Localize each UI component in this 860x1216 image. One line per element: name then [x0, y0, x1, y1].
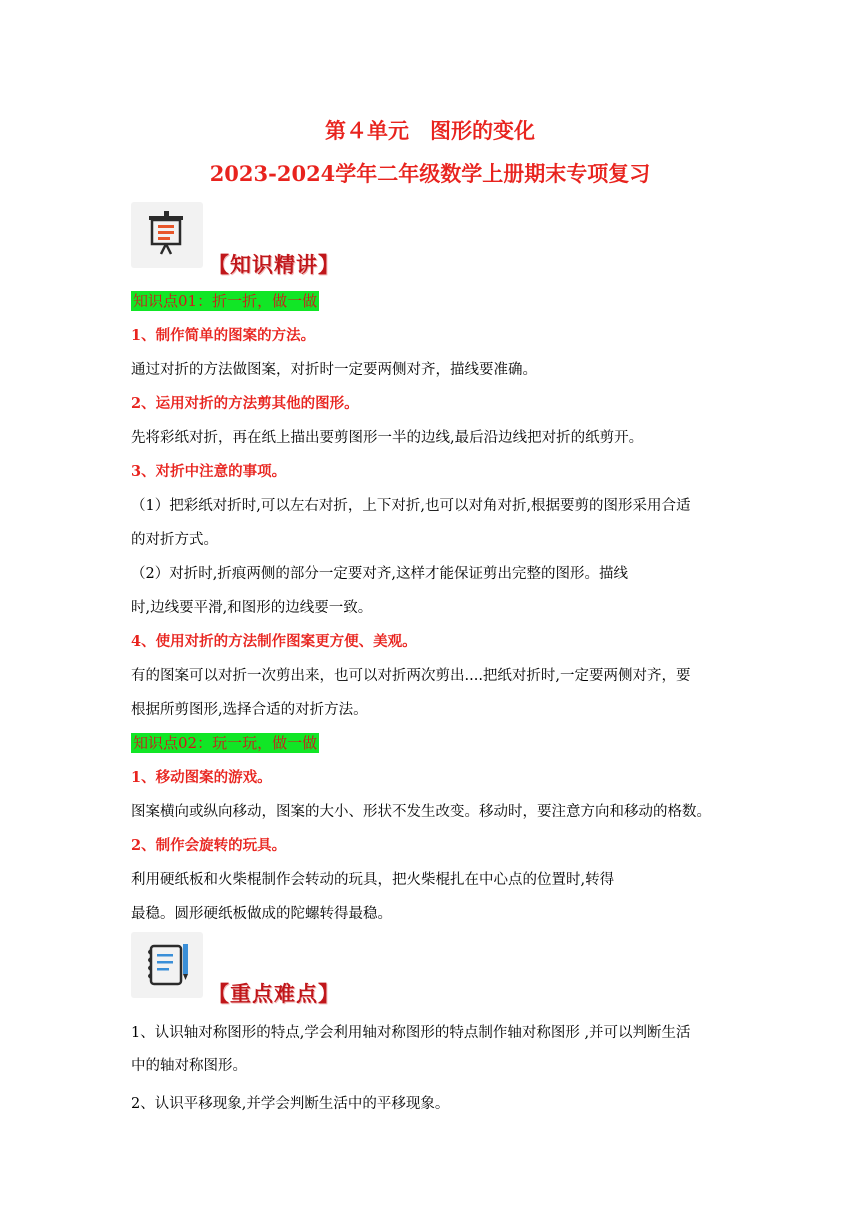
- key-point-text: 1、认识轴对称图形的特点,学会利用轴对称图形的特点制作轴对称图形 ,并可以判断生活: [131, 1025, 691, 1041]
- item-text: 先将彩纸对折，再在纸上描出要剪图形一半的边线,最后沿边线把对折的纸剪开。: [131, 430, 644, 446]
- item-heading: 3、对折中注意的事项。: [131, 463, 287, 480]
- page-title-line1: 第４单元 图形的变化: [325, 118, 535, 143]
- kp2-label: 知识点02：玩一玩，做一做: [133, 734, 318, 752]
- item-heading: 2、运用对折的方法剪其他的图形。: [131, 395, 359, 412]
- key-point-text: 中的轴对称图形。: [131, 1058, 247, 1074]
- notebook-pen-icon: [131, 932, 203, 998]
- knowledge-point-label: [131, 291, 741, 312]
- item-text: 有的图案可以对折一次剪出来，也可以对折两次剪出....把纸对折时,一定要两侧对齐，要: [131, 668, 691, 684]
- item-text: 根据所剪图形,选择合适的对折方法。: [131, 702, 368, 718]
- section-banner-knowledge: 【知识精讲】: [208, 252, 340, 277]
- item-heading: 2、制作会旋转的玩具。: [131, 837, 287, 854]
- item-heading: 4、使用对折的方法制作图案更方便、美观。: [131, 633, 417, 650]
- item-text: 通过对折的方法做图案，对折时一定要两侧对齐，描线要准确。: [131, 362, 537, 378]
- item-text: （2）对折时,折痕两侧的部分一定要对齐,这样才能保证剪出完整的图形。描线: [131, 566, 628, 582]
- key-point-text: 2、认识平移现象,并学会判断生活中的平移现象。: [131, 1096, 450, 1112]
- page-title-line2: 2023-2024学年二年级数学上册期末专项复习: [209, 161, 651, 186]
- item-heading: 1、移动图案的游戏。: [131, 769, 272, 786]
- kp1-label: 知识点01：折一折，做一做: [133, 292, 318, 310]
- section-banner-key-points: 【重点难点】: [208, 981, 340, 1006]
- knowledge-point-label: [131, 733, 741, 754]
- item-heading: 1、制作简单的图案的方法。: [131, 327, 316, 344]
- item-text: 图案横向或纵向移动，图案的大小、形状不发生改变。移动时，要注意方向和移动的格数。: [131, 804, 711, 820]
- presentation-board-icon: [131, 202, 203, 268]
- item-text: 的对折方式。: [131, 532, 218, 548]
- item-text: 最稳。圆形硬纸板做成的陀螺转得最稳。: [131, 906, 392, 922]
- item-text: （1）把彩纸对折时,可以左右对折，上下对折,也可以对角对折,根据要剪的图形采用合适: [131, 498, 691, 514]
- item-text: 时,边线要平滑,和图形的边线要一致。: [131, 600, 373, 616]
- item-text: 利用硬纸板和火柴棍制作会转动的玩具，把火柴棍扎在中心点的位置时,转得: [131, 872, 615, 888]
